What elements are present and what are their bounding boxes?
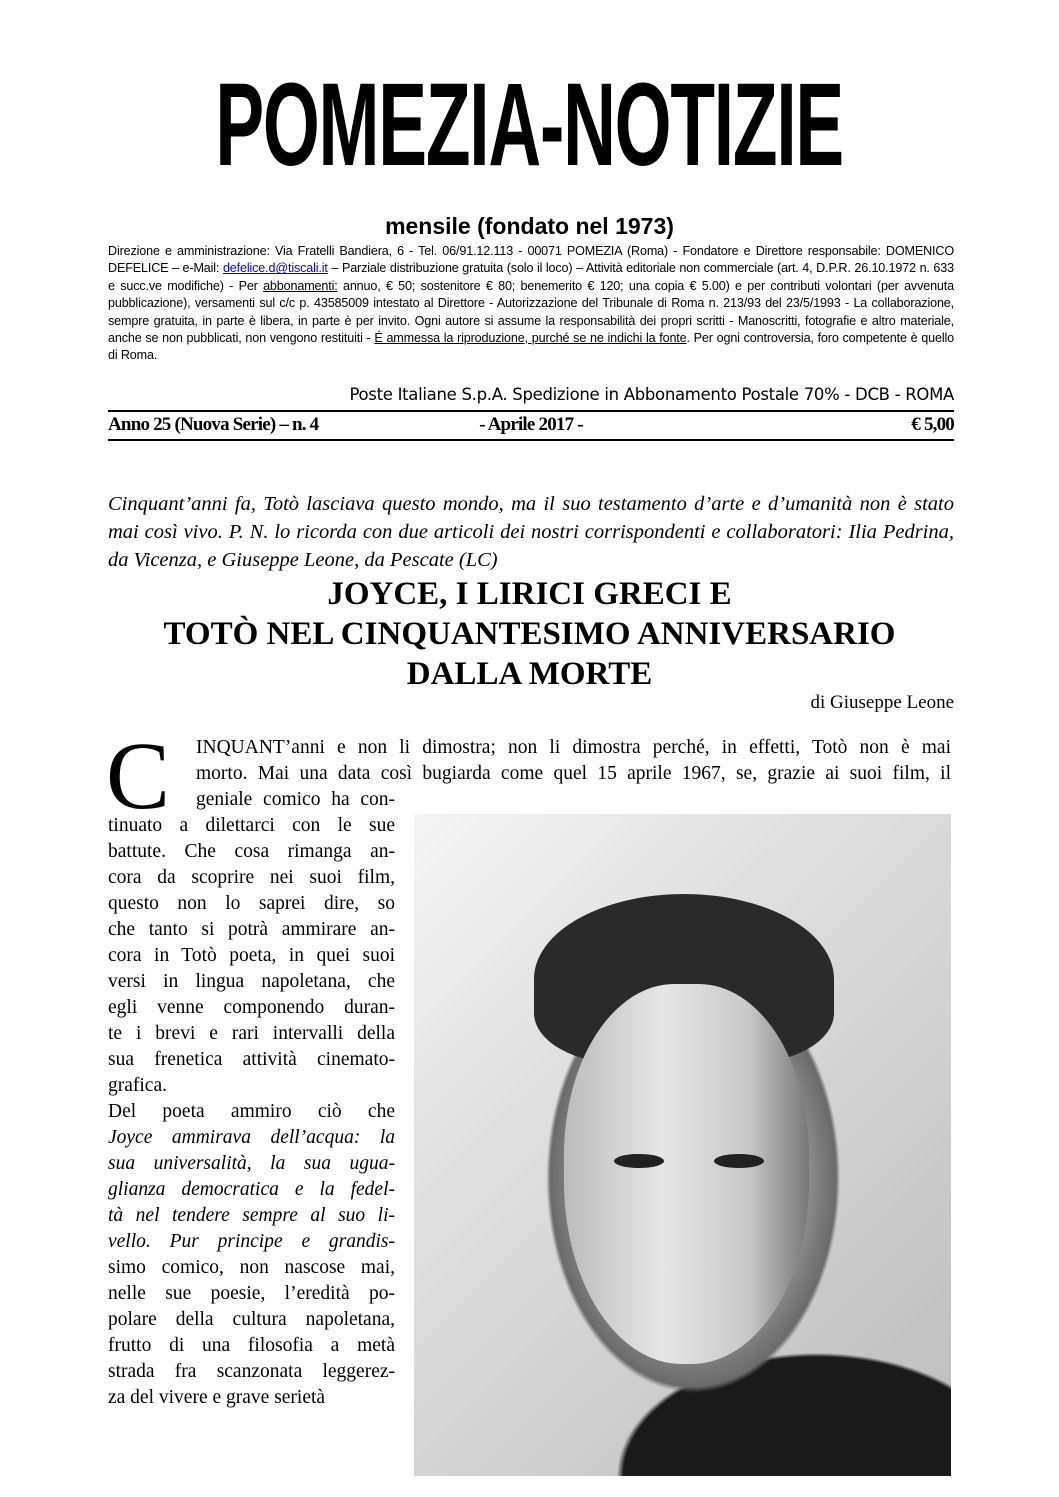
body-line: Del poeta ammiro ciò che xyxy=(108,1101,395,1122)
body-line: cora da scoprire nei suoi film, xyxy=(108,867,395,888)
body-line: Joyce ammirava dell’acqua: la xyxy=(108,1127,395,1148)
body-line: glianza democratica e la fedel- xyxy=(108,1179,395,1200)
body-line: za del vivere e grave serietà xyxy=(108,1387,326,1408)
masthead xyxy=(0,60,1059,190)
issue-date: - Aprile 2017 - xyxy=(479,414,583,435)
issue-number: Anno 25 (Nuova Serie) – n. 4 xyxy=(108,414,319,435)
body-line: geniale comico ha con- xyxy=(196,789,395,810)
body-line: te i brevi e rari intervalli della xyxy=(108,1023,395,1044)
divider xyxy=(108,410,954,412)
byline: di Giuseppe Leone xyxy=(810,692,954,713)
body-line: sua frenetica attività cinemato- xyxy=(108,1049,395,1070)
article-intro: Cinquant’anni fa, Totò lasciava questo mondo, ma il suo testamento d’arte e d’umanità non è stato mai così vivo. P. N. lo ricorda con due articoli dei nostri corrispondenti e collaboratori: Ilia Pedrina, da Vicenza, e Giuseppe Leone, da Pescate (LC) xyxy=(108,493,954,571)
body-line: tà nel tendere sempre al suo li- xyxy=(108,1205,395,1226)
email-link[interactable]: defelice.d@tiscali.it xyxy=(222,261,328,276)
body-line: battute. Che cosa rimanga an- xyxy=(108,841,395,862)
body-line: morto. Mai una data così bugiarda come quel 15 aprile 1967, se, grazie ai suoi film, il xyxy=(196,763,951,784)
subtitle: mensile (fondato nel 1973) xyxy=(385,213,674,239)
body-line: nelle sue poesie, l’eredità po- xyxy=(108,1283,395,1304)
body-line: simo comico, non nascose mai, xyxy=(108,1257,395,1278)
info-text: – Parziale distribuzione gratuita (solo il loco) – Attività editoriale non commerciale (art. 4, D.P.R. 26.10.1972 n. 633 e succ.ve modifiche) - Per xyxy=(108,261,954,293)
body-line: grafica. xyxy=(108,1075,167,1096)
drop-cap: C xyxy=(106,722,171,829)
body-line: che tanto si potrà ammirare an- xyxy=(108,919,395,940)
headline-line: JOYCE, I LIRICI GRECI E xyxy=(327,576,732,612)
body-line: INQUANT’anni e non li dimostra; non li dimostra perché, in effetti, Totò non è mai xyxy=(196,737,951,758)
body-line: polare della cultura napoletana, xyxy=(108,1309,395,1330)
divider xyxy=(108,439,954,441)
body-line: questo non lo saprei dire, so xyxy=(108,893,395,914)
postal-notice: Poste Italiane S.p.A. Spedizione in Abbonamento Postale 70% - DCB - ROMA xyxy=(349,385,954,404)
info-text: annuo, € 50; sostenitore € 80; benemerito € 120; una copia € 5.00) e per contributi volontari (per avvenuta pubblicazione), versamenti sul c/c p. 43585009 intestato al Direttore - Autorizzazione del Tribunale di Roma n. 213/93 del 23/5/1993 - La collaborazione, sempre gratuita, in parte è libera, in parte è per invito. Ogni autore si assume la responsabilità dei propri scritti - Manoscritti, fotografie e altro materiale, anche se non pubblicati, non vengono restituiti - xyxy=(108,278,954,346)
portrait-photo xyxy=(414,814,951,1476)
body-line: versi in lingua napoletana, che xyxy=(108,971,395,992)
body-line: egli venne componendo duran- xyxy=(108,997,395,1018)
body-line: frutto di una filosofia a metà xyxy=(108,1335,395,1356)
reproduction-notice: É ammessa la riproduzione, purché se ne indichi la fonte xyxy=(374,331,687,346)
info-text: Direzione e amministrazione: Via Fratelli Bandiera, 6 - Tel. 06/91.12.113 - 00071 POMEZIA (Roma) - Fondatore e Direttore responsabile: DOMENICO DEFELICE – e-Mail: xyxy=(108,244,954,276)
article-headline xyxy=(0,574,1059,694)
body-line: strada fra scanzonata leggerez- xyxy=(108,1361,395,1382)
subscriptions-label: abbonamenti: xyxy=(263,278,338,293)
info-text: . Per ogni controversia, foro competente è quello di Roma. xyxy=(108,331,954,363)
headline-line: DALLA MORTE xyxy=(406,656,653,692)
body-line: vello. Pur principe e grandis- xyxy=(108,1231,395,1252)
publication-info xyxy=(108,243,954,365)
headline-line: TOTÒ NEL CINQUANTESIMO ANNIVERSARIO xyxy=(163,616,896,652)
issue-price: € 5,00 xyxy=(911,414,954,435)
body-line: tinuato a dilettarci con le sue xyxy=(108,815,395,836)
issue-bar xyxy=(108,414,954,438)
body-line: cora in Totò poeta, in quei suoi xyxy=(108,945,395,966)
body-line: sua universalità, la sua ugua- xyxy=(108,1153,395,1174)
newspaper-title: POMEZIA-NOTIZIE xyxy=(215,59,844,191)
